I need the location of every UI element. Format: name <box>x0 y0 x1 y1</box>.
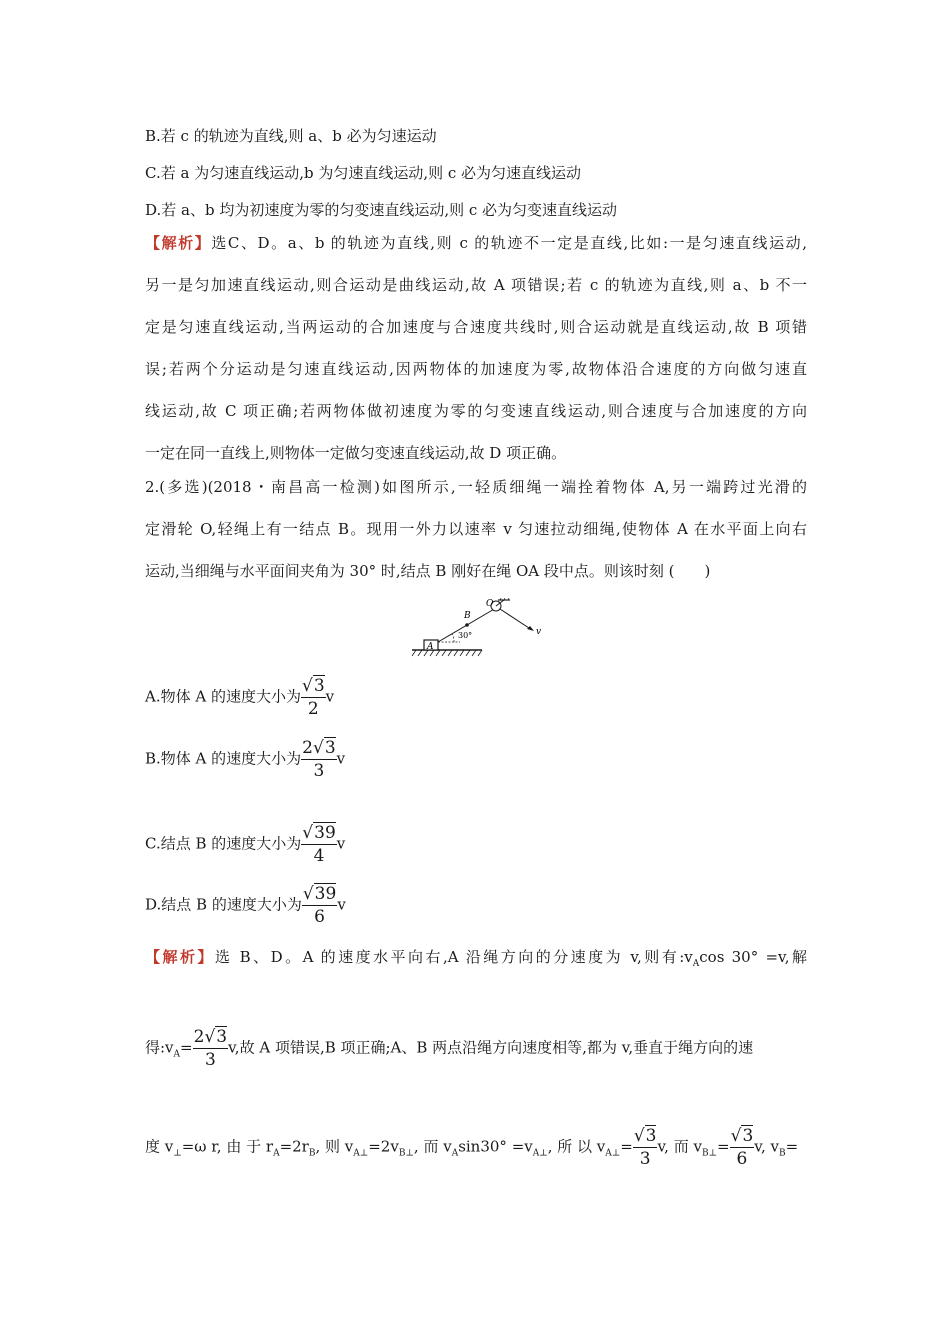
fraction: $\frac{√39}{4}$ <box>302 823 336 866</box>
q1-analysis-line: 定是匀速直线运动,当两运动的合加速度与合速度共线时,则合运动就是直线运动,故 B 项错 <box>145 318 807 336</box>
q1-option-c: C.若 a 为匀速直线运动,b 为匀速直线运动,则 c 必为匀速直线运动 <box>145 164 582 182</box>
q1-analysis-line: 一定在同一直线上,则物体一定做匀变速直线运动,故 D 项正确。 <box>145 444 567 462</box>
q2-option-a: A.物体 A 的速度大小为 $\frac{√3}{2}$ v <box>145 676 335 719</box>
q1-analysis-line: 【解析】选C、D。a、b 的轨迹为直线,则 c 的轨迹不一定是直线,比如:一是匀速直线运动, <box>145 234 807 252</box>
pull-arrow <box>527 626 534 631</box>
q1-analysis-line: 误;若两个分运动是匀速直线运动,因两物体的加速度为零,故物体沿合速度的方向做匀速直 <box>145 360 807 378</box>
label-o: O <box>486 599 494 609</box>
q2-stem-line: 定滑轮 O,轻绳上有一结点 B。现用一外力以速率 v 匀速拉动细绳,使物体 A 在水平面上向右 <box>145 520 807 538</box>
q2-analysis-line-3: 度 $v_\perp=\omega$ r, 由 于 $r_A=2r_B$, 则 $v_{A\perp}=2v_{B\perp}$, 而 $v_A\sin 30^\circ =v_{A\perp}$, 所 以 $v_{A\perp}=$ $\frac{√3}{3}$ v, 而 $v_{B\perp}=$ $\frac{√3}{6}$ v, $v_B=$ <box>145 1126 799 1169</box>
fraction: $\frac{2√3}{3}$ <box>302 738 336 781</box>
q2-stem-line: 运动,当细绳与水平面间夹角为 30° 时,结点 B 刚好在绳 OA 段中点。则该时刻 ( ) <box>145 562 711 580</box>
label-a: A <box>427 642 434 652</box>
q2-option-b: B.物体 A 的速度大小为 $\frac{2√3}{3}$ v <box>145 738 346 781</box>
rope-pull <box>500 609 532 630</box>
label-v: v <box>536 627 542 637</box>
fraction: $\frac{√3}{6}$ <box>730 1126 754 1169</box>
pulley-figure <box>410 598 560 662</box>
label-b: B <box>464 611 471 621</box>
ground-hatch <box>412 650 482 656</box>
q2-stem-line: 2.(多选)(2018・南昌高一检测)如图所示,一轻质细绳一端拴着物体 A,另一端跨过光滑的 <box>145 478 807 496</box>
q2-option-c: C.结点 B 的速度大小为 $\frac{√39}{4}$ v <box>145 823 346 866</box>
fraction: $\frac{√3}{2}$ <box>301 676 325 719</box>
q1-analysis-line: 另一是匀加速直线运动,则合运动是曲线运动,故 A 项错误;若 c 的轨迹为直线,则 a、b 不一 <box>145 276 807 294</box>
label-angle: 30° <box>458 631 473 640</box>
fraction: $\frac{√39}{6}$ <box>302 884 337 927</box>
fraction: $\frac{2√3}{3}$ <box>193 1027 228 1070</box>
q2-analysis-line-2: 得$:v_A=$ $\frac{2√3}{3}$ v,故 A 项错误,B 项正确;A、B 两点沿绳方向速度相等,都为 v,垂直于绳方向的速 <box>145 1027 754 1070</box>
q1-analysis-line: 线运动,故 C 项正确;若两物体做初速度为零的匀变速直线运动,则合速度与合加速度的方向 <box>145 402 807 420</box>
q2-analysis-line-1: 【解析】选 B、D。A 的速度水平向右,A 沿绳方向的分速度为 v,则有$:v_A\cos$ 30° =v,解 <box>145 948 807 969</box>
analysis-tag: 【解析】 <box>145 234 212 252</box>
analysis-tag: 【解析】 <box>145 948 215 966</box>
q1-option-d: D.若 a、b 均为初速度为零的匀变速直线运动,则 c 必为匀变速直线运动 <box>145 201 618 219</box>
knot-b <box>465 623 469 627</box>
q1-analysis <box>145 233 807 485</box>
angle-arc <box>452 634 454 642</box>
q1-option-b: B.若 c 的轨迹为直线,则 a、b 必为匀速运动 <box>145 127 437 145</box>
q2-stem <box>145 477 807 603</box>
q2-option-d: D.结点 B 的速度大小为 $\frac{√39}{6}$ v <box>145 884 346 927</box>
fraction: $\frac{√3}{3}$ <box>633 1126 657 1169</box>
